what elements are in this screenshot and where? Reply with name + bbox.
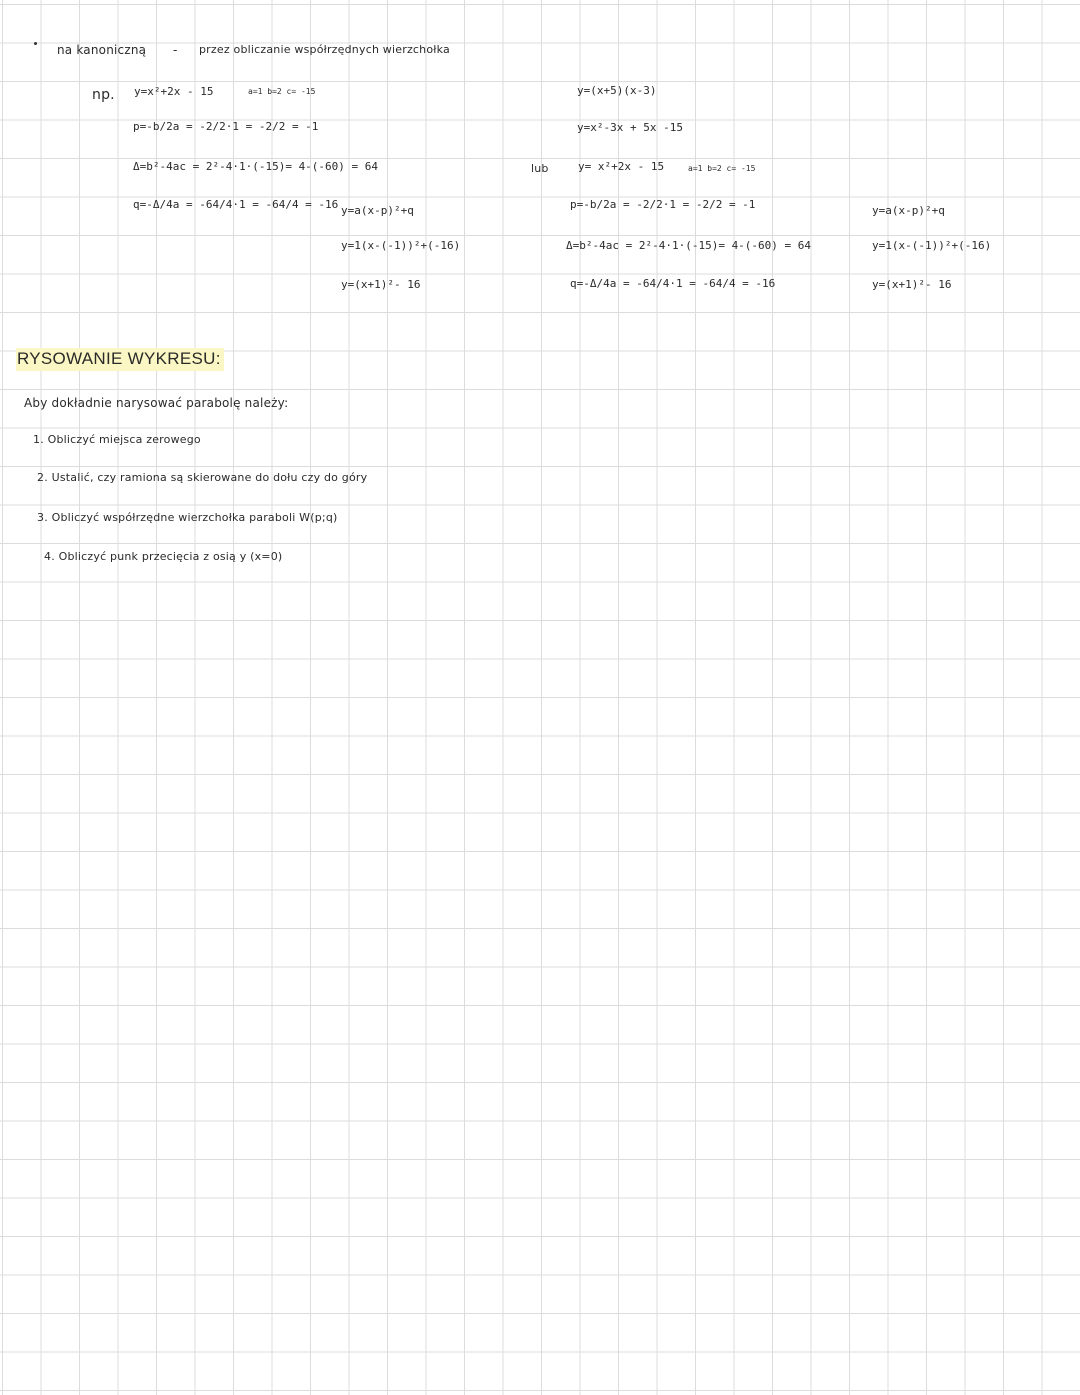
right-canonical-substituted: y=1(x-(-1))²+(-16) (872, 239, 992, 252)
right-canonical-result: y=(x+1)²- 16 (872, 278, 952, 291)
lub-label: lub (531, 162, 549, 175)
intro-text: przez obliczanie współrzędnych wierzchołka (199, 43, 450, 56)
right-p-formula: p=-b/2a = -2/2·1 = -2/2 = -1 (570, 198, 756, 211)
left-canonical-substituted: y=1(x-(-1))²+(-16) (341, 239, 461, 252)
left-coefficients: a=1 b=2 c= -15 (248, 87, 316, 96)
left-canonical-general: y=a(x-p)²+q (341, 204, 414, 217)
bullet-point (34, 42, 37, 45)
left-equation: y=x²+2x - 15 (134, 85, 214, 98)
left-delta-formula: Δ=b²-4ac = 2²-4·1·(-15)= 4-(-60) = 64 (133, 160, 379, 173)
step-1: 1. Obliczyć miejsca zerowego (33, 433, 201, 446)
right-expanded: y=x²-3x + 5x -15 (577, 121, 683, 134)
right-delta-formula: Δ=b²-4ac = 2²-4·1·(-15)= 4-(-60) = 64 (566, 239, 812, 252)
step-3: 3. Obliczyć współrzędne wierzchołka paraboli W(p;q) (37, 511, 338, 524)
section-intro: Aby dokładnie narysować parabolę należy: (24, 396, 289, 410)
right-q-formula: q=-Δ/4a = -64/4·1 = -64/4 = -16 (570, 277, 776, 290)
left-q-formula: q=-Δ/4a = -64/4·1 = -64/4 = -16 (133, 198, 339, 211)
left-p-formula: p=-b/2a = -2/2·1 = -2/2 = -1 (133, 120, 319, 133)
right-equation: y= x²+2x - 15 (578, 160, 665, 173)
section-heading: RYSOWANIE WYKRESU: (16, 348, 224, 371)
intro-label: na kanoniczną (57, 43, 147, 57)
right-coefficients: a=1 b=2 c= -15 (688, 164, 756, 173)
right-factored: y=(x+5)(x-3) (577, 84, 657, 97)
right-canonical-general: y=a(x-p)²+q (872, 204, 945, 217)
step-2: 2. Ustalić, czy ramiona są skierowane do dołu czy do góry (37, 471, 368, 484)
step-4: 4. Obliczyć punk przecięcia z osią y (x=0) (44, 550, 283, 563)
intro-dash: - (173, 43, 178, 57)
left-canonical-result: y=(x+1)²- 16 (341, 278, 421, 291)
np-label: np. (92, 87, 115, 103)
